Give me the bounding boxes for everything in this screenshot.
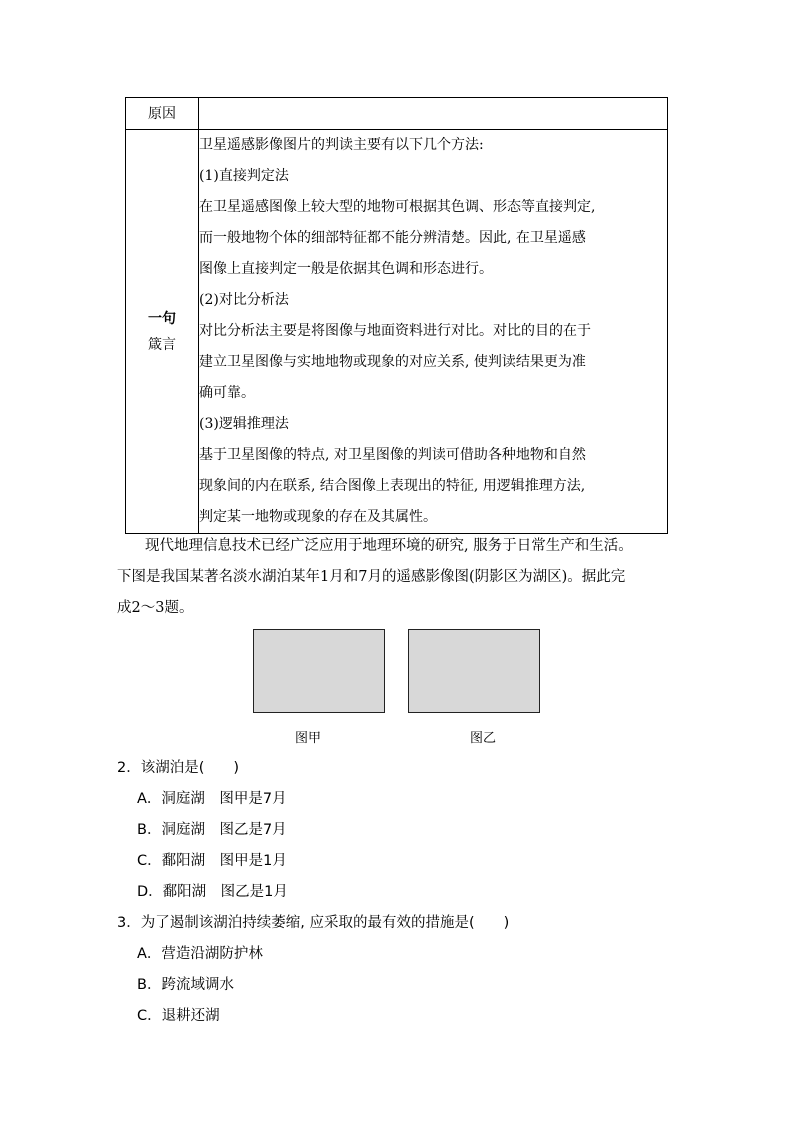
maxim-line: 卫星遥感影像图片的判读主要有以下几个方法:	[199, 137, 484, 153]
question-2-option-c[interactable]: C．鄱阳湖 图甲是1月	[137, 853, 287, 869]
label-reason: 原因	[126, 98, 199, 130]
question-3-option-c[interactable]: C．退耕还湖	[137, 1008, 220, 1024]
question-3-option-a[interactable]: A．营造沿湖防护林	[137, 946, 263, 962]
maxim-line: 图像上直接判定一般是依据其色调和形态进行。	[199, 261, 493, 277]
passage-line2: 下图是我国某著名淡水湖泊某年1月和7月的遥感影像图(阴影区为湖区)。据此完	[117, 569, 626, 585]
maxim-line: 而一般地物个体的细部特征都不能分辨清楚。因此, 在卫星遥感	[199, 230, 586, 246]
passage-line1: 现代地理信息技术已经广泛应用于地理环境的研究, 服务于日常生产和生活。	[145, 538, 633, 554]
question-2-stem: 2．该湖泊是( )	[117, 760, 240, 776]
table-row-maxim	[126, 130, 668, 534]
label-maxim	[126, 130, 199, 534]
caption-figure-b: 图乙	[470, 731, 497, 746]
summary-table	[125, 97, 668, 534]
label-maxim-line1: 一句	[148, 310, 176, 327]
maxim-line: 现象间的内在联系, 结合图像上表现出的特征, 用逻辑推理方法,	[199, 478, 586, 494]
maxim-line: 建立卫星图像与实地地物或现象的对应关系, 使判读结果更为准	[199, 354, 586, 370]
passage-cont	[117, 562, 677, 624]
satellite-image-a	[253, 629, 385, 713]
question-2-option-b[interactable]: B．洞庭湖 图乙是7月	[137, 822, 287, 838]
question-3-stem: 3．为了遏制该湖泊持续萎缩, 应采取的最有效的措施是( )	[117, 915, 510, 931]
satellite-image-b	[408, 629, 540, 713]
label-maxim-line2: 箴言	[148, 336, 176, 353]
passage-line3: 成2～3题。	[117, 600, 194, 616]
maxim-line: 确可靠。	[199, 385, 255, 401]
table-row-reason	[126, 98, 668, 130]
passage	[117, 531, 677, 562]
maxim-line: 对比分析法主要是将图像与地面资料进行对比。对比的目的在于	[199, 323, 591, 339]
question-2-option-a[interactable]: A．洞庭湖 图甲是7月	[137, 791, 287, 807]
maxim-line: (3)逻辑推理法	[199, 416, 289, 432]
maxim-line: 在卫星遥感图像上较大型的地物可根据其色调、形态等直接判定,	[199, 199, 596, 215]
caption-figure-a: 图甲	[295, 731, 322, 746]
question-3-option-b[interactable]: B．跨流域调水	[137, 977, 234, 993]
question-2-option-d[interactable]: D．鄱阳湖 图乙是1月	[137, 884, 288, 900]
maxim-line: (1)直接判定法	[199, 168, 289, 184]
reason-content	[199, 98, 668, 130]
maxim-line: 判定某一地物或现象的存在及其属性。	[199, 509, 437, 525]
maxim-content	[199, 130, 668, 534]
maxim-line: 基于卫星图像的特点, 对卫星图像的判读可借助各种地物和自然	[199, 447, 586, 463]
maxim-line: (2)对比分析法	[199, 292, 289, 308]
